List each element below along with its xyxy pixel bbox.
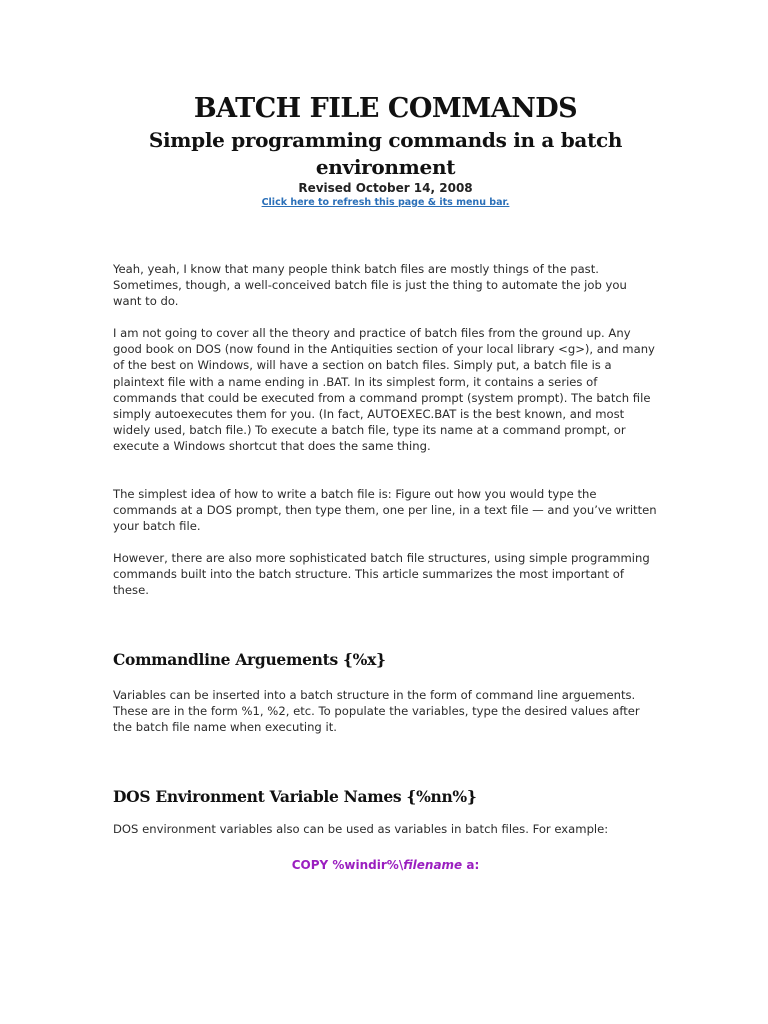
page-subtitle: Simple programming commands in a batch environment (148, 128, 623, 179)
revised-date: Revised October 14, 2008 (298, 181, 473, 195)
section-heading-dos-environment-variables: DOS Environment Variable Names {%nn%} (113, 787, 477, 806)
intro-paragraph-4: However, there are also more sophisticated batch file structures, using simple programming commands built into the batch structure. This article summarizes the most important of these. (113, 551, 650, 598)
refresh-link-container (113, 196, 658, 209)
code-suffix: a: (462, 858, 480, 872)
code-example (113, 857, 658, 873)
page-title: BATCH FILE COMMANDS (193, 93, 578, 124)
section-body-commandline-arguements: Variables can be inserted into a batch structure in the form of command line arguements. These are in the form %1, %2, etc. To populate the variables, type the desired values after the batch file name when executing it. (113, 688, 640, 735)
intro-paragraph-1: Yeah, yeah, I know that many people think batch files are mostly things of the past. Sometimes, though, a well-conceived batch file is just the thing to automate the job you want to do. (113, 262, 627, 309)
section-heading-commandline-arguements: Commandline Arguements {%x} (113, 650, 386, 669)
intro-paragraph-3: The simplest idea of how to write a batch file is: Figure out how you would type the commands at a DOS prompt, then type them, one per line, in a text file — and you’ve written your batch file. (113, 487, 657, 534)
intro-paragraph-2: I am not going to cover all the theory and practice of batch files from the ground up. Any good book on DOS (now found in the Antiquities section of your local library <g>), and many of the best on Windows, will have a section on batch files. Simply put, a batch file is a plaintext file with a name ending in .BAT. In its simplest form, it contains a series of commands that could be executed from a command prompt (system prompt). The batch file simply autoexecutes them for you. (In fact, AUTOEXEC.BAT is the best known, and most widely used, batch file.) To execute a batch file, type its name at a command prompt, or execute a Windows shortcut that does the same thing. (113, 326, 655, 454)
code-prefix: COPY %windir%\ (291, 858, 404, 872)
code-filename-placeholder: filename (403, 858, 463, 872)
refresh-page-link[interactable]: Click here to refresh this page & its menu bar. (261, 197, 510, 208)
section-body-dos-environment-variables: DOS environment variables also can be used as variables in batch files. For example: (113, 822, 609, 836)
